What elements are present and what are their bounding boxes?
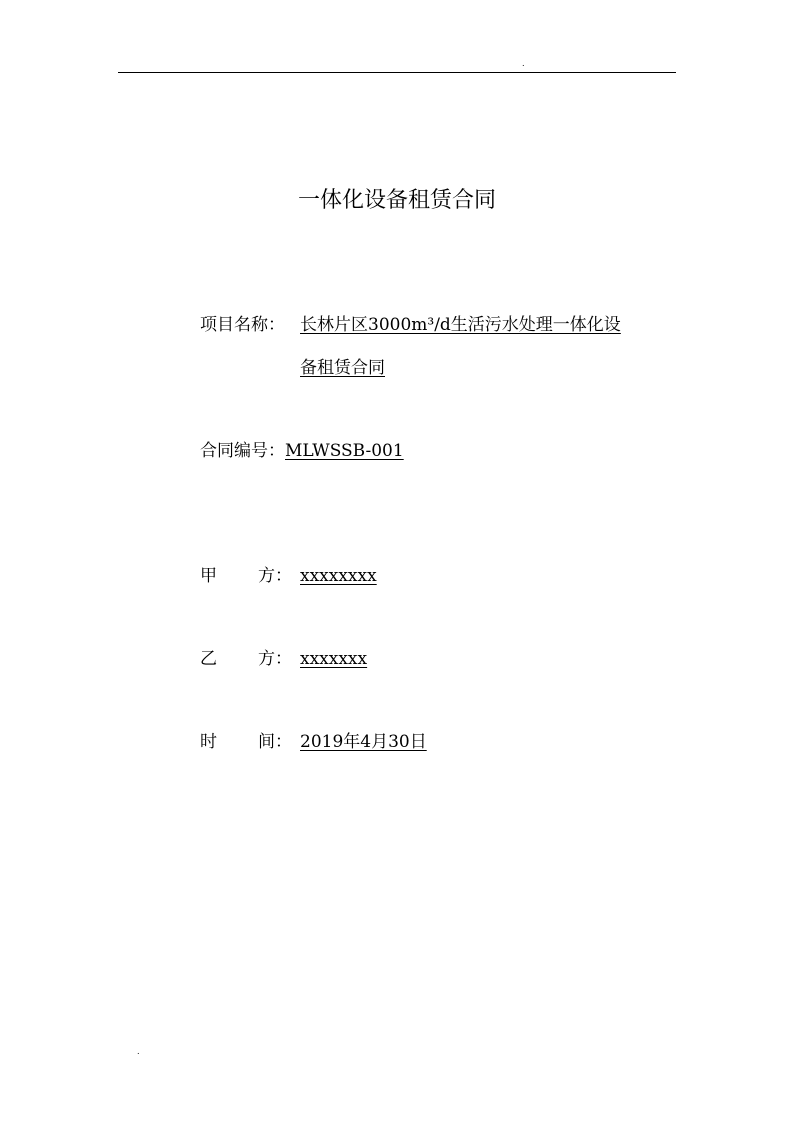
- document-title: 一体化设备租赁合同: [297, 188, 496, 213]
- party-b-label-suffix: 方：: [258, 649, 292, 669]
- project-name-label-text: 项目名称：: [200, 315, 285, 335]
- contract-number-value: MLWSSB-001: [285, 441, 404, 461]
- party-b-label-char: 乙: [200, 649, 217, 669]
- party-a-value: xxxxxxxx: [300, 566, 377, 586]
- time-label-char: 时: [200, 732, 217, 752]
- footer-mark: .: [137, 1047, 140, 1056]
- party-b-label: [200, 649, 300, 669]
- party-b-value: xxxxxxx: [300, 649, 368, 669]
- project-name-value-line2: 备租赁合同: [300, 358, 385, 378]
- party-a-label-suffix: 方：: [258, 566, 292, 586]
- time-label: [200, 732, 300, 752]
- party-a-label-char: 甲: [200, 566, 217, 586]
- contract-number-label: 合同编号：: [200, 441, 285, 461]
- header-rule: [118, 72, 676, 73]
- header-mark: .: [522, 59, 525, 68]
- project-name-label: [200, 315, 285, 335]
- party-a-label: [200, 566, 300, 586]
- project-name-value-line1: 长林片区3000m³/d生活污水处理一体化设: [300, 315, 621, 335]
- party-a-row: [200, 566, 377, 586]
- party-b-row: [200, 649, 367, 669]
- time-row: [200, 732, 427, 752]
- time-value: 2019年4月30日: [300, 732, 427, 752]
- contract-number-row: [200, 441, 404, 461]
- time-label-suffix: 间：: [258, 732, 292, 752]
